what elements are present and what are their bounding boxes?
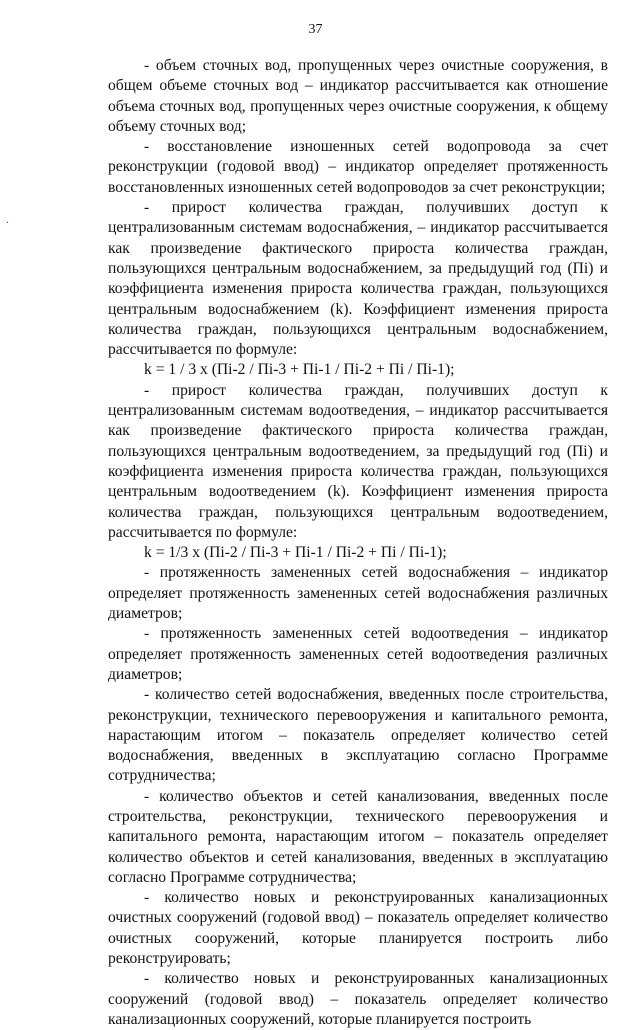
paragraph-sewer-objects-commissioned: - количество объектов и сетей канализования, введенных после строительства, реконструкции, технического перевооружения и капитального ремонта, нарастающим итогом – показатель определяет количество объектов и сетей канализования, введенных в эксплуатацию согласно Программе сотрудничества; (108, 787, 608, 886)
paragraph-replaced-water-networks: - протяженность замененных сетей водоснабжения – индикатор определяет протяженность замененных сетей водоснабжения различных диаметров; (108, 564, 608, 623)
page-number: 37 (308, 22, 323, 37)
paragraph-water-network-restoration: - восстановление изношенных сетей водопровода за счет реконструкции (годовой ввод) – индикатор определяет протяженность восстановленных изношенных сетей водопроводов за счет реконструкции; (108, 138, 608, 196)
paragraph-sewerage-access-growth: - прирост количества граждан, получивших доступ к централизованным системам водоотведения, – индикатор рассчитывается как произведение фактического прироста количества граждан, пользующихся центральным водоотведением, за предыдущий год (Пі) и коэффициента изменения прироста количества граждан, пользующихся центральным водоотведением (k). Коэффициент изменения прироста количества граждан, пользующихся центральным водоотведением, рассчитывается по формуле: (108, 381, 608, 541)
paragraph-water-networks-commissioned: - количество сетей водоснабжения, введенных после строительства, реконструкции, технического перевооружения и капитального ремонта, нарастающим итогом – показатель определяет количество сетей водоснабжения, введенных в эксплуатацию согласно Программе сотрудничества; (108, 686, 608, 785)
paragraph-sewer-facilities-count: - количество новых и реконструированных канализационных сооружений (годовой ввод) – показатель определяет количество канализационных сооружений, которые планируется построить (108, 970, 608, 1028)
paragraph-treatment-facilities-count: - количество новых и реконструированных канализационных очистных сооружений (годовой ввод) – показатель определяет количество очистных сооружений, которые планируется построить либо реконструировать; (108, 889, 608, 968)
document-body (108, 56, 608, 1030)
paragraph-replaced-sewer-networks: - протяженность замененных сетей водоотведения – индикатор определяет протяженность замененных сетей водоотведения различных диаметров; (108, 625, 608, 683)
stray-mark: . (6, 212, 9, 226)
formula-sewerage: k = 1/3 x (Пі-2 / Пі-3 + Пі-1 / Пі-2 + Пі / Пі-1); (144, 544, 447, 562)
paragraph-water-supply-access-growth: - прирост количества граждан, получивших доступ к централизованным системам водоснабжения, – индикатор рассчитывается как произведение фактического прироста количества граждан, пользующихся центральным водоснабжением, за предыдущий год (Пі) и коэффициента изменения прироста количества граждан, пользующихся центральным водоснабжением (k). Коэффициент изменения прироста количества граждан, пользующихся центральным водоснабжением, рассчитывается по формуле: (108, 199, 608, 359)
formula-water-supply: k = 1 / 3 x (Пі-2 / Пі-3 + Пі-1 / Пі-2 + Пі / Пі-1); (144, 361, 455, 379)
paragraph-sewage-treated-share: - объем сточных вод, пропущенных через очистные сооружения, в общем объеме сточных вод – индикатор рассчитывается как отношение объема сточных вод, пропущенных через очистные сооружения, к общему объему сточных вод; (108, 57, 608, 135)
